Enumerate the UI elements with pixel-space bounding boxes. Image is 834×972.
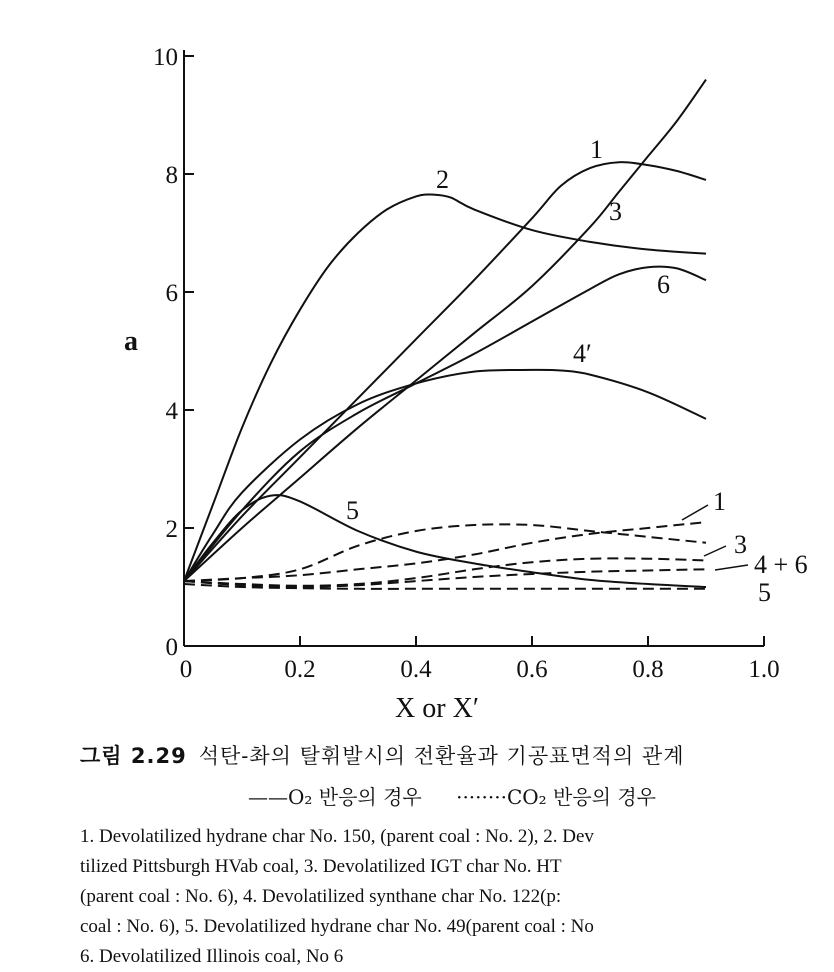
figure-number: 그림 2.29	[80, 744, 187, 768]
y-tick-label: 6	[165, 280, 178, 307]
x-tick-label: 0.4	[400, 656, 432, 683]
curve-label: 1	[590, 135, 603, 164]
curve-label: 5	[346, 496, 359, 525]
y-axis-title: a	[124, 326, 138, 357]
y-tick-label: 0	[165, 634, 178, 661]
axes	[124, 44, 780, 724]
figure-caption	[80, 740, 685, 770]
curve-label: 5	[758, 578, 771, 607]
label-leader	[682, 505, 708, 520]
x-tick-label: 1.0	[748, 656, 780, 683]
x-axis-title: X or X′	[395, 693, 479, 724]
y-tick-label: 2	[165, 516, 178, 543]
legend-co2: ········CO₂ 반응의 경우	[456, 785, 656, 809]
series-line-co2-1	[184, 522, 706, 581]
y-tick-label: 10	[153, 44, 178, 71]
series-line-co2-3	[184, 558, 706, 585]
curve-label: 6	[657, 270, 670, 299]
x-tick-label: 0	[179, 656, 193, 683]
series-line-o2-4	[184, 370, 706, 581]
figure-title: 석탄-촤의 탈휘발시의 전환율과 기공표면적의 관계	[198, 744, 685, 768]
curve-label: 3	[734, 530, 747, 559]
curve-label: 1	[713, 487, 726, 516]
curve-label: 4 + 6	[754, 550, 808, 579]
series-line-co2-2	[184, 524, 706, 581]
x-tick-label: 0.8	[632, 656, 664, 683]
chart-lines	[184, 80, 706, 589]
series-line-o2-2	[184, 194, 706, 581]
curve-label: 2	[436, 165, 449, 194]
x-tick-label: 0.2	[284, 656, 316, 683]
note-line: 1. Devolatilized hydrane char No. 150, (parent coal : No. 2), 2. Dev	[80, 826, 594, 847]
series-line-o2-1	[184, 162, 706, 581]
x-tick-label: 0.6	[516, 656, 548, 683]
legend	[248, 781, 684, 810]
figure-notes	[80, 822, 834, 972]
note-line: tilized Pittsburgh HVab coal, 3. Devolatilized IGT char No. HT	[80, 856, 562, 877]
curve-label: 3	[609, 197, 622, 226]
series-line-o2-3	[184, 80, 706, 581]
curve-label: 4′	[573, 339, 592, 368]
legend-o2: ——O₂ 반응의 경우	[248, 785, 422, 809]
note-line: (parent coal : No. 6), 4. Devolatilized synthane char No. 122(p:	[80, 886, 562, 907]
label-leader	[715, 565, 748, 570]
y-tick-label: 4	[165, 398, 178, 425]
note-line: 6. Devolatilized Illinois coal, No 6	[80, 946, 344, 967]
note-line: coal : No. 6), 5. Devolatilized hydrane char No. 49(parent coal : No	[80, 916, 594, 937]
y-tick-label: 8	[165, 162, 178, 189]
label-leader	[704, 546, 726, 556]
